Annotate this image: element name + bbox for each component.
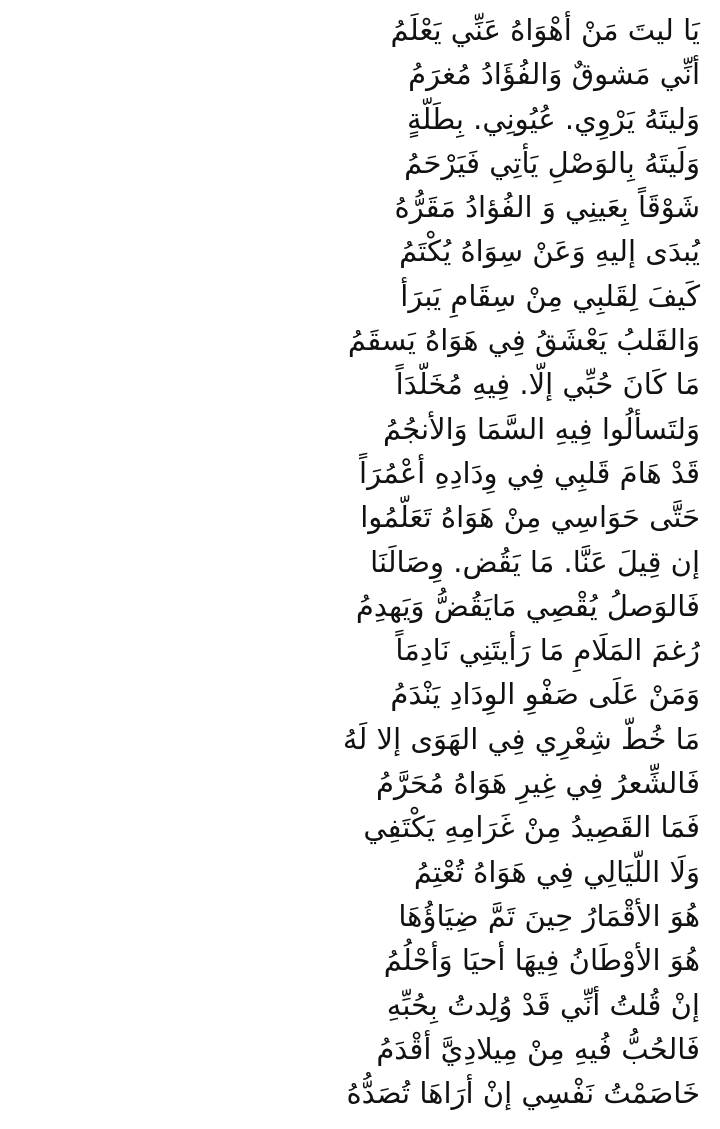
- poem-line: رُغمَ المَلَامِ مَا رَأيتَنِي نَادِمَاً: [395, 633, 700, 668]
- poem-line: إن قِيلَ عَنَّا. مَا يَقُض. وِصَالَنَا: [370, 544, 700, 579]
- poem-line: وَلَيتَهُ بِالوَصْلِ يَأتِي فَيَرْحَمُ: [404, 145, 700, 180]
- poem-line: يَا ليتَ مَنْ أهْوَاهُ عَنِّي يَعْلَمُ: [390, 13, 700, 47]
- poem-line: وَمَنْ عَلَى صَفْوِ الوِدَادِ يَنْدَمُ: [390, 677, 700, 712]
- poem-line: هُوَ الأقْمَارُ حِينَ تَمَّ ضِيَاؤُهَا: [398, 898, 700, 933]
- poem-line: وَلتَسألُوا فِيهِ السَّمَا وَالأنجُمُ: [382, 411, 700, 446]
- poem-line: حَتَّى حَوَاسِي مِنْ هَوَاهُ تَعَلَّمُوا: [360, 500, 700, 535]
- poem-line: فَمَا القَصِيدُ مِنْ غَرَامِهِ يَكْتَفِي: [363, 810, 700, 845]
- poem-line: مَا خُطَّ شِعْرِي فِي الهَوَى إلا لَهُ: [342, 721, 700, 756]
- poem-line: يُبدَى إليهِ وَعَنْ سِوَاهُ يُكْتَمُ: [399, 234, 700, 269]
- poem-line: فَالوَصلُ يُقْصِي مَايَقُضُّ وَيَهدِمُ: [355, 588, 700, 623]
- poem-line: خَاصَمْتُ نَفْسِي إنْ أرَاهَا تُصَدُّهُ: [346, 1076, 700, 1111]
- poem-line: وَالقَلبُ يَعْشَقُ فِي هَوَاهُ يَسقَمُ: [347, 323, 700, 358]
- poem-line: فَالشِّعرُ فِي غِيرِ هَوَاهُ مُحَرَّمُ: [376, 766, 700, 801]
- poem-text: [0, 8, 710, 1115]
- poem-line: إنْ قُلتُ أنِّي قَدْ وُلِدتُ بِحُبِّهِ: [386, 987, 700, 1022]
- poem-line: مَا كَانَ حُبِّي إلَّا. فِيهِ مُخَلَّدَاً: [395, 367, 700, 402]
- poem-line: أنِّي مَشوقٌ وَالفُؤَادُ مُغرَمُ: [408, 57, 700, 92]
- poem-line: فَالحُبُّ فُيهِ مِنْ مِيلادِيَّ أقْدَمُ: [376, 1031, 700, 1066]
- poem-line: وَليتَهُ يَرْوِي. عُيُونِي. بِطَلَّةٍ: [406, 101, 700, 136]
- poem-line: كَيفَ لِقَلبِي مِنْ سِقَامٍ يَبرَأ: [400, 278, 700, 313]
- poem-line: قَدْ هَامَ قَلبِي فِي وِدَادِهِ أعْمُرَاً: [359, 455, 700, 490]
- poem-line: شَوْقَاً بِعَينِي وَ الفُؤادُ مَقَرُّهُ: [394, 190, 700, 225]
- poem-line: وَلَا اللَّيَالِي فِي هَوَاهُ تُعْتِمُ: [413, 854, 700, 889]
- poem-line: هُوَ الأوْطَانُ فِيهَا أحيَا وَأحْلُمُ: [383, 943, 700, 978]
